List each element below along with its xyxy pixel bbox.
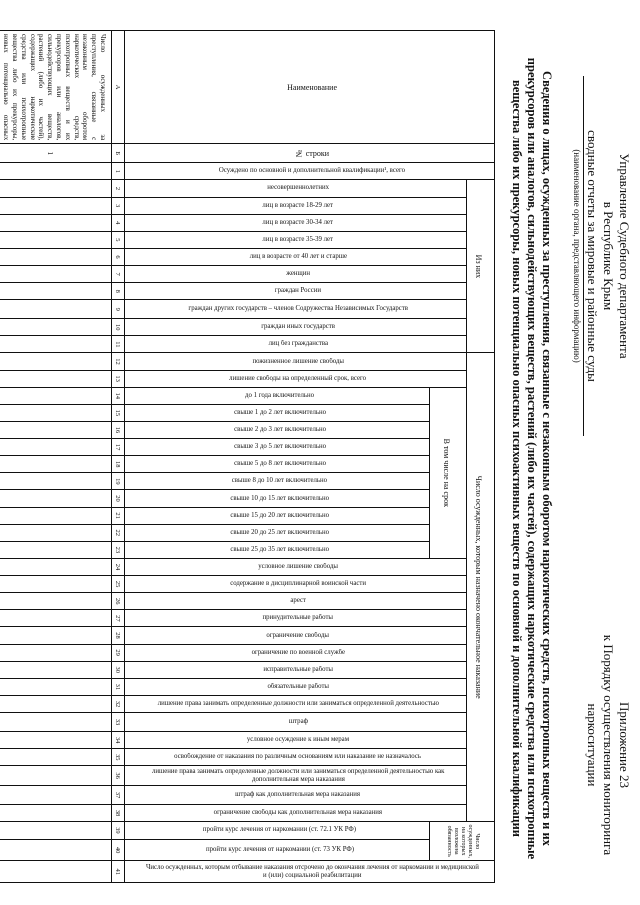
col-header-27: принудительные работы xyxy=(125,610,467,627)
data-cell xyxy=(0,421,112,438)
col-num-25: 25 xyxy=(112,576,125,593)
col-header-6: лиц в возрасте от 40 лет и старше xyxy=(125,248,467,265)
col-num-14: 14 xyxy=(112,387,125,404)
col-num-19: 19 xyxy=(112,473,125,490)
col-num-37: 37 xyxy=(112,785,125,804)
col-num-35: 35 xyxy=(112,749,125,766)
col-header-2: несовершеннолетних xyxy=(125,180,467,197)
col-num-10: 10 xyxy=(112,319,125,336)
col-header-14: до 1 года включительно xyxy=(125,387,430,404)
data-cell xyxy=(0,593,112,610)
col-header-38: ограничение свободы как дополнительная мера наказания xyxy=(125,804,467,821)
col-num-23: 23 xyxy=(112,541,125,558)
col-num-26: 26 xyxy=(112,593,125,610)
col-header-21: свыше 15 до 20 лет включительно xyxy=(125,507,430,524)
data-cell xyxy=(0,661,112,678)
col-header-33: штраф xyxy=(125,713,467,732)
col-num-39: 39 xyxy=(112,822,125,840)
col-header-17: свыше 3 до 5 лет включительно xyxy=(125,439,430,456)
data-cell xyxy=(0,319,112,336)
col-num-27: 27 xyxy=(112,610,125,627)
group-header-punishment: Число осужденных, которым назначено окончательное наказание xyxy=(467,353,495,822)
col-num-18: 18 xyxy=(112,456,125,473)
data-cell xyxy=(0,473,112,490)
col-header-30: исправительные работы xyxy=(125,661,467,678)
col-header-41: Число осужденных, которым отбывание наказания отсрочено до окончания лечения от наркомании и медицинской и (или) социальной реабилитации xyxy=(125,861,495,883)
col-num-6: 6 xyxy=(112,248,125,265)
col-header-4: лиц в возрасте 30-34 лет xyxy=(125,214,467,231)
table-row xyxy=(0,31,112,905)
col-num-5: 5 xyxy=(112,231,125,248)
data-cell xyxy=(0,558,112,575)
data-cell xyxy=(0,231,112,248)
col-num-3: 3 xyxy=(112,197,125,214)
col-num-34: 34 xyxy=(112,732,125,749)
col-num-28: 28 xyxy=(112,627,125,644)
appendix-line-1: Приложение 23 xyxy=(617,701,632,789)
organization-header xyxy=(571,36,632,476)
row-number-header-cell xyxy=(125,144,495,163)
group-header-term: В том числе на срок xyxy=(430,387,467,558)
col-num-4: 4 xyxy=(112,214,125,231)
col-num-17: 17 xyxy=(112,439,125,456)
data-cell xyxy=(0,387,112,404)
data-cell xyxy=(0,163,112,180)
data-cell xyxy=(0,822,112,840)
appendix-header xyxy=(584,610,632,880)
col-header-11: лиц без гражданства xyxy=(125,336,467,353)
col-header-3: лиц в возрасте 18-29 лет xyxy=(125,197,467,214)
data-cell xyxy=(0,283,112,300)
org-line-2: в Республике Крым xyxy=(601,201,616,311)
data-cell xyxy=(0,524,112,541)
data-cell xyxy=(0,266,112,283)
col-header-39: пройти курс лечения от наркомании (ст. 72.1 УК РФ) xyxy=(125,822,430,840)
data-cell xyxy=(0,214,112,231)
col-num-7: 7 xyxy=(112,266,125,283)
data-cell xyxy=(0,336,112,353)
org-line-1: Управление Судебного департамента xyxy=(617,153,632,359)
col-header-26: арест xyxy=(125,593,467,610)
data-cell xyxy=(0,861,112,883)
org-note: (наименование органа, представляющего информацию) xyxy=(572,149,582,363)
stub-row-label: Число осужденных за преступления, связанные с незаконным оборотом наркотических средств, психотропных веществ и их прекурсоров или аналогов, сильнодействующих веществ, растений (либо их частей), содержащих наркотические средства или психотропные вещества либо их прекурсоры, новых потенциально опасных xyxy=(0,31,112,144)
org-line-3: сводные отчеты за мировые и районные суды xyxy=(585,130,600,382)
col-num-30: 30 xyxy=(112,661,125,678)
data-cell xyxy=(0,456,112,473)
column-number-row xyxy=(112,31,125,905)
data-cell xyxy=(0,695,112,712)
col-num-40: 40 xyxy=(112,839,125,861)
col-num-31: 31 xyxy=(112,678,125,695)
data-cell xyxy=(0,197,112,214)
data-cell xyxy=(0,713,112,732)
col-num-9: 9 xyxy=(112,300,125,319)
row-number-letter: Б xyxy=(112,144,125,163)
data-cell xyxy=(0,180,112,197)
col-num-36: 36 xyxy=(112,766,125,786)
data-cell xyxy=(0,300,112,319)
group-header-iz-nih: Из них xyxy=(467,180,495,353)
col-header-40: пройти курс лечения от наркомании (ст. 73 УК РФ) xyxy=(125,839,430,861)
col-num-11: 11 xyxy=(112,336,125,353)
col-num-13: 13 xyxy=(112,370,125,387)
col-num-16: 16 xyxy=(112,421,125,438)
col-num-38: 38 xyxy=(112,804,125,821)
col-header-22: свыше 20 до 25 лет включительно xyxy=(125,524,430,541)
col-header-20: свыше 10 до 15 лет включительно xyxy=(125,490,430,507)
col-header-1: Осуждено по основной и дополнительной квалификации¹, всего xyxy=(125,163,495,180)
col-num-41: 41 xyxy=(112,861,125,883)
row-number-header: № строки xyxy=(294,148,330,158)
col-num-24: 24 xyxy=(112,558,125,575)
data-cell xyxy=(0,627,112,644)
data-cell xyxy=(0,766,112,786)
row-number-cell: 1 xyxy=(0,144,112,163)
col-num-1: 1 xyxy=(112,163,125,180)
data-cell xyxy=(0,749,112,766)
appendix-line-2: к Порядку осуществления мониторинга xyxy=(601,634,616,856)
data-cell xyxy=(0,576,112,593)
data-cell xyxy=(0,732,112,749)
col-header-18: свыше 5 до 8 лет включительно xyxy=(125,456,430,473)
stub-letter: А xyxy=(112,31,125,144)
data-cell xyxy=(0,404,112,421)
appendix-line-3: наркоситуации xyxy=(585,703,600,787)
data-cell xyxy=(0,644,112,661)
col-header-13: лишение свободы на определенный срок, всего xyxy=(125,370,467,387)
col-header-9: граждан других государств – членов Содружества Независимых Государств xyxy=(125,300,467,319)
report-table xyxy=(0,30,495,905)
col-header-25: содержание в дисциплинарной воинской части xyxy=(125,576,467,593)
data-cell xyxy=(0,490,112,507)
col-header-5: лиц в возрасте 35-39 лет xyxy=(125,231,467,248)
col-num-12: 12 xyxy=(112,353,125,370)
col-num-15: 15 xyxy=(112,404,125,421)
col-num-33: 33 xyxy=(112,713,125,732)
col-header-36: лишение права занимать определенные должности или заниматься определенной деятельностью как дополнительная мера наказания xyxy=(125,766,467,786)
group-header-obligation: Число осужденных, на которых возложена обязанность xyxy=(430,822,495,861)
col-header-34: условное осуждение к иным мерам xyxy=(125,732,467,749)
col-header-28: ограничение свободы xyxy=(125,627,467,644)
col-header-31: обязательные работы xyxy=(125,678,467,695)
document-title: Сведения о лицах, осужденных за преступления, связанные с незаконным оборотом наркотических средств, психотропных веществ и их прекурсоров или аналогов, сильнодействующих веществ, растений (либо их частей), содержащих наркотические средства или психотропные вещества либо их прекурсоры, новых потенциально опасных психоактивных веществ по основной и дополнительной квалификации xyxy=(510,57,554,860)
col-header-19: свыше 8 до 10 лет включительно xyxy=(125,473,430,490)
col-header-8: граждан России xyxy=(125,283,467,300)
data-cell xyxy=(0,839,112,861)
col-header-12: пожизненное лишение свободы xyxy=(125,353,467,370)
col-header-35: освобождение от наказания по различным основаниям или наказание не назначалось xyxy=(125,749,467,766)
col-num-29: 29 xyxy=(112,644,125,661)
col-num-32: 32 xyxy=(112,695,125,712)
data-cell xyxy=(0,370,112,387)
col-header-24: условное лишение свободы xyxy=(125,558,467,575)
data-cell xyxy=(0,507,112,524)
data-cell xyxy=(0,541,112,558)
col-num-20: 20 xyxy=(112,490,125,507)
report-table-wrap xyxy=(0,30,495,905)
col-header-7: женщин xyxy=(125,266,467,283)
stub-header-cell xyxy=(125,31,495,144)
col-header-37: штраф как дополнительная мера наказания xyxy=(125,785,467,804)
col-num-21: 21 xyxy=(112,507,125,524)
col-num-22: 22 xyxy=(112,524,125,541)
col-header-16: свыше 2 до 3 лет включительно xyxy=(125,421,430,438)
data-cell xyxy=(0,804,112,821)
col-header-32: лишение права занимать определенные должности или заниматься определенной деятельностью xyxy=(125,695,467,712)
data-cell xyxy=(0,439,112,456)
data-cell xyxy=(0,610,112,627)
col-header-29: ограничение по военной службе xyxy=(125,644,467,661)
col-header-23: свыше 25 до 35 лет включительно xyxy=(125,541,430,558)
col-header-10: граждан иных государств xyxy=(125,319,467,336)
data-cell xyxy=(0,353,112,370)
col-header-15: свыше 1 до 2 лет включительно xyxy=(125,404,430,421)
data-cell xyxy=(0,785,112,804)
col-num-2: 2 xyxy=(112,180,125,197)
data-cell xyxy=(0,678,112,695)
col-num-8: 8 xyxy=(112,283,125,300)
stub-header: Наименование xyxy=(287,82,337,92)
data-cell xyxy=(0,248,112,265)
